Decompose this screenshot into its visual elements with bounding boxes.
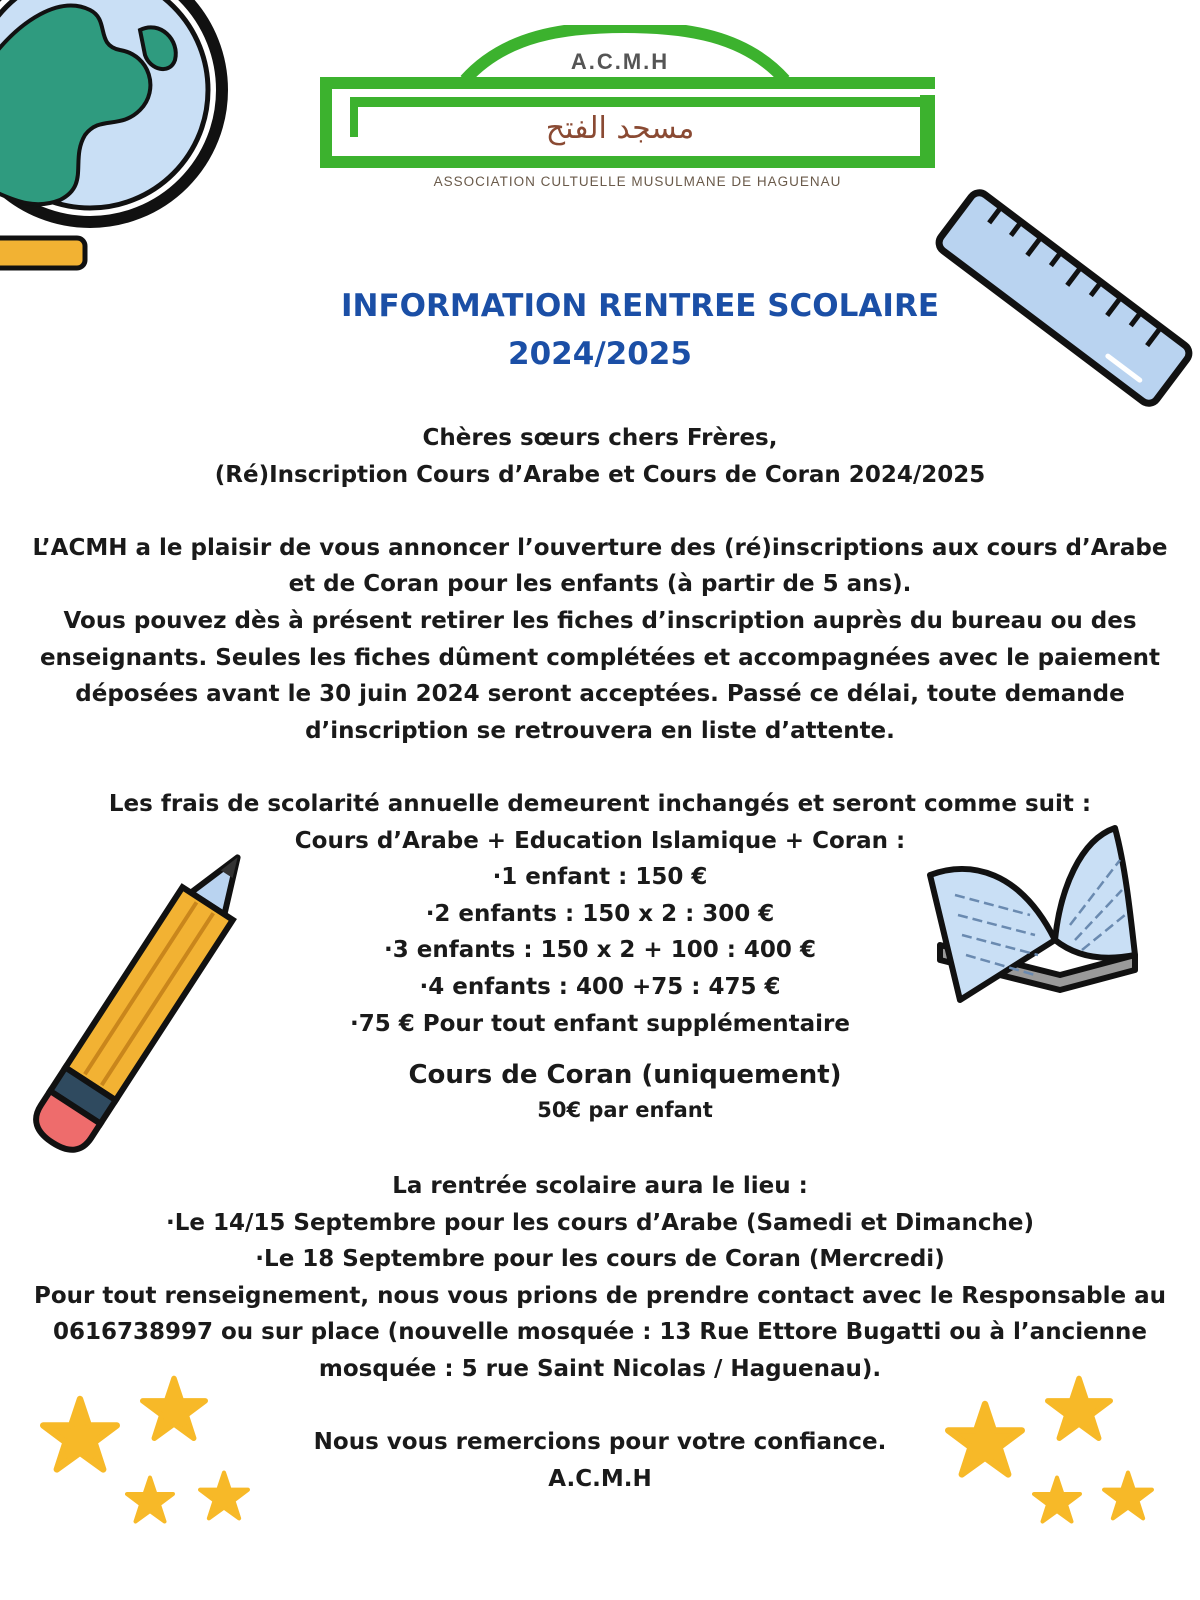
intro-line: L’ACMH a le plaisir de vous annoncer l’ouverture des (ré)inscriptions aux cours d’Arabe bbox=[32, 534, 1168, 561]
fees-subheading: Cours d’Arabe + Education Islamique + Coran : bbox=[294, 827, 906, 854]
fee-item: ·4 enfants : 400 +75 : 475 € bbox=[419, 973, 781, 1000]
page-title-year: 2024/2025 bbox=[508, 336, 692, 372]
intro-line: enseignants. Seules les fiches dûment complétées et accompagnées avec le paiement bbox=[39, 644, 1161, 671]
fees-heading: Les frais de scolarité annuelle demeurent inchangés et seront comme suit : bbox=[108, 790, 1092, 817]
rentree-heading: La rentrée scolaire aura le lieu : bbox=[392, 1173, 808, 1199]
main-content bbox=[0, 420, 1200, 1042]
logo-arabic-text: مسجد الفتح bbox=[545, 111, 695, 146]
thanks-line: Nous vous remercions pour votre confiance. bbox=[313, 1429, 887, 1456]
intro-line: d’inscription se retrouvera en liste d’attente. bbox=[305, 717, 895, 744]
intro-line: et de Coran pour les enfants (à partir de 5 ans). bbox=[288, 571, 912, 598]
contact-line: Pour tout renseignement, nous vous prions de prendre contact avec le Responsable au bbox=[34, 1282, 1166, 1309]
contact-line: 0616738997 ou sur place (nouvelle mosquée : 13 Rue Ettore Bugatti ou à l’ancienne bbox=[52, 1319, 1148, 1346]
logo-caption: ASSOCIATION CULTUELLE MUSULMANE DE HAGUENAU bbox=[433, 174, 842, 189]
logo-acronym: A.C.M.H bbox=[570, 49, 670, 74]
fee-item: ·1 enfant : 150 € bbox=[492, 864, 708, 891]
logo-frame bbox=[315, 25, 955, 175]
coran-only-price: 50€ par enfant bbox=[537, 1098, 713, 1122]
page-title: INFORMATION RENTREE SCOLAIRE bbox=[341, 288, 939, 324]
coran-only-title: Cours de Coran (uniquement) bbox=[408, 1060, 842, 1090]
intro-line: déposées avant le 30 juin 2024 seront acceptées. Passé ce délai, toute demande bbox=[75, 681, 1125, 708]
contact-line: mosquée : 5 rue Saint Nicolas / Haguenau). bbox=[318, 1355, 882, 1382]
rentree-section bbox=[0, 1168, 1200, 1497]
greeting-line: Chères sœurs chers Frères, bbox=[422, 425, 778, 451]
signature: A.C.M.H bbox=[548, 1465, 652, 1492]
fee-item: ·3 enfants : 150 x 2 + 100 : 400 € bbox=[384, 937, 816, 964]
rentree-line: ·Le 14/15 Septembre pour les cours d’Arabe (Samedi et Dimanche) bbox=[165, 1209, 1035, 1236]
fee-item: ·2 enfants : 150 x 2 : 300 € bbox=[425, 900, 775, 927]
globe-icon bbox=[0, 0, 240, 290]
registration-heading: (Ré)Inscription Cours d’Arabe et Cours de Coran 2024/2025 bbox=[214, 461, 986, 488]
logo bbox=[315, 25, 955, 195]
rentree-line: ·Le 18 Septembre pour les cours de Coran (Mercredi) bbox=[255, 1246, 945, 1273]
intro-line: Vous pouvez dès à présent retirer les fiches d’inscription auprès du bureau ou des bbox=[63, 607, 1137, 634]
fee-item: ·75 € Pour tout enfant supplémentaire bbox=[350, 1010, 850, 1037]
